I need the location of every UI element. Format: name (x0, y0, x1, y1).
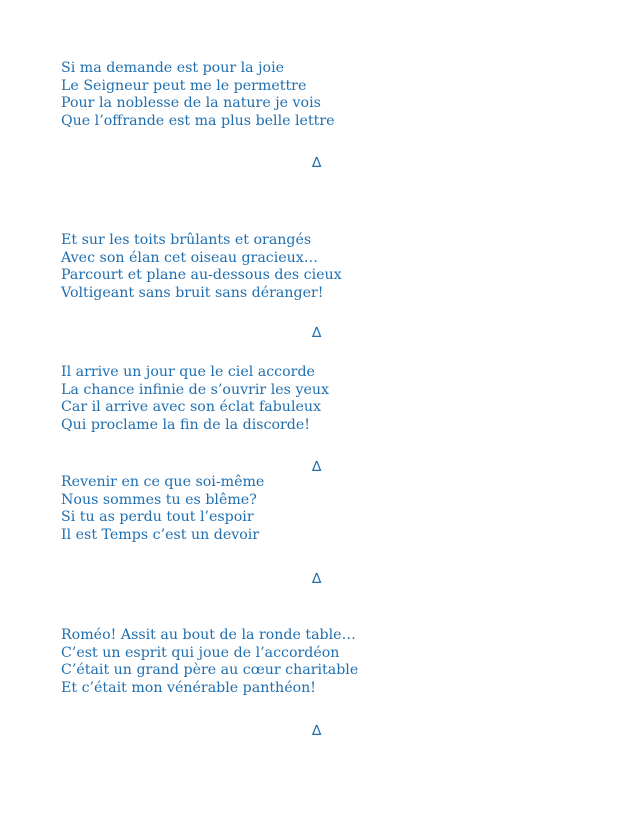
verse-line: Il est Temps c’est un devoir (61, 526, 260, 543)
verse-line: Voltigeant sans bruit sans déranger! (61, 284, 324, 301)
separator-delta-icon: ∆ (312, 459, 322, 475)
separator-delta-icon: ∆ (312, 325, 322, 341)
verse-line: Parcourt et plane au-dessous des cieux (61, 267, 342, 283)
verse-line: Avec son élan cet oiseau gracieux… (61, 249, 318, 266)
verse-line: Et c’était mon vénérable panthéon! (61, 679, 316, 696)
verse-line: Pour la noblesse de la nature je vois (61, 95, 321, 111)
stanza-3 (61, 364, 329, 434)
verse-line: C’est un esprit qui joue de l’accordéon (61, 644, 340, 661)
stanza-4 (61, 474, 264, 544)
stanza-5 (61, 627, 358, 697)
stanza-2 (61, 232, 342, 302)
verse-line: Il arrive un jour que le ciel accorde (61, 364, 315, 380)
verse-line: Car il arrive avec son éclat fabuleux (61, 399, 322, 415)
separator-delta-icon: ∆ (312, 723, 322, 739)
separator-delta-icon: ∆ (312, 571, 322, 587)
verse-line: Si tu as perdu tout l’espoir (61, 509, 254, 525)
separator-delta-icon: ∆ (312, 155, 322, 171)
stanza-1 (61, 60, 335, 130)
verse-line: Nous sommes tu es blême? (61, 491, 257, 508)
verse-line: Qui proclame la fin de la discorde! (61, 416, 310, 433)
verse-line: Que l’offrande est ma plus belle lettre (61, 112, 335, 129)
verse-line: Roméo! Assit au bout de la ronde table… (61, 627, 356, 643)
verse-line: Le Seigneur peut me le permettre (61, 77, 307, 94)
verse-line: C’était un grand père au cœur charitable (61, 662, 359, 678)
verse-line: Et sur les toits brûlants et orangés (61, 232, 312, 248)
verse-line: La chance infinie de s’ouvrir les yeux (61, 381, 329, 398)
verse-line: Si ma demande est pour la joie (61, 60, 285, 76)
verse-line: Revenir en ce que soi-même (61, 474, 265, 490)
